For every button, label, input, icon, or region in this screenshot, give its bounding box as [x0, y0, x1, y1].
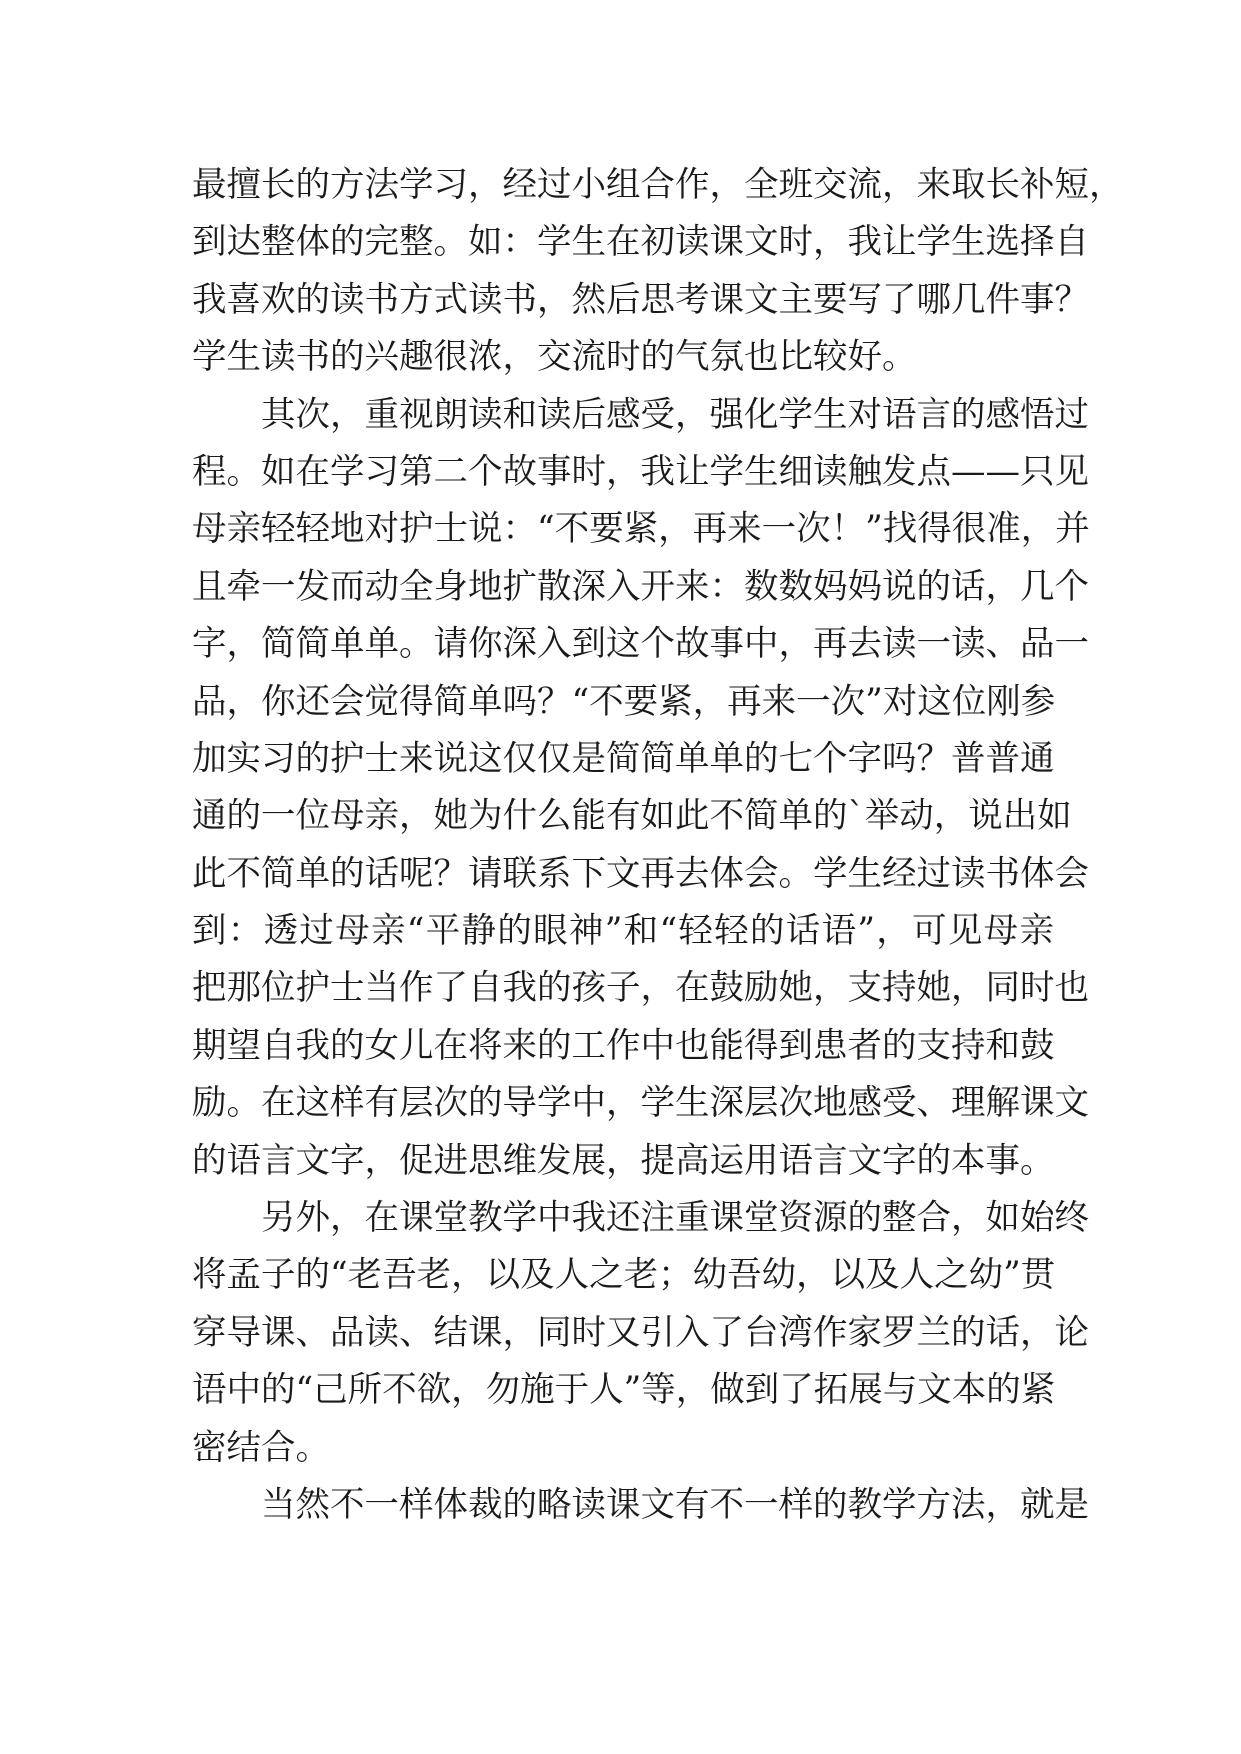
text-line: 密结合。 [192, 1427, 330, 1468]
text-line: 我喜欢的读书方式读书，然后思考课文主要写了哪几件事？ [192, 279, 1089, 320]
text-line: 把那位护士当作了自我的孩子，在鼓励她，支持她，同时也 [192, 968, 1089, 1009]
text-line: 加实习的护士来说这仅仅是简简单单的七个字吗？普普通 [192, 738, 1055, 779]
text-line: 将孟子的“老吾老，以及人之老；幼吾幼，以及人之幼”贯 [192, 1255, 1056, 1296]
text-line: 的语言文字，促进思维发展，提高运用语言文字的本事。 [192, 1140, 1055, 1181]
text-line: 励。在这样有层次的导学中，学生深层次地感受、理解课文 [192, 1083, 1089, 1124]
text-line: 母亲轻轻地对护士说：“不要紧，再来一次！”找得很准，并 [192, 509, 1090, 550]
text-line: 通的一位母亲，她为什么能有如此不简单的`举动，说出如 [192, 796, 1072, 837]
text-line: 当然不一样体裁的略读课文有不一样的教学方法，就是 [261, 1484, 1089, 1525]
text-line: 另外，在课堂教学中我还注重课堂资源的整合，如始终 [261, 1198, 1089, 1239]
text-line: 语中的“己所不欲，勿施于人”等，做到了拓展与文本的紧 [192, 1370, 1056, 1411]
text-line: 此不简单的话呢？请联系下文再去体会。学生经过读书体会 [192, 853, 1089, 894]
text-line: 程。如在学习第二个故事时，我让学生细读触发点——只见 [192, 451, 1089, 492]
text-line: 且牵一发而动全身地扩散深入开来：数数妈妈说的话，几个 [192, 566, 1089, 607]
text-line: 到达整体的完整。如：学生在初读课文时，我让学生选择自 [192, 222, 1089, 263]
text-line: 品，你还会觉得简单吗？“不要紧，再来一次”对这位刚参 [192, 681, 1056, 722]
text-line: 字，简简单单。请你深入到这个故事中，再去读一读、品一 [192, 624, 1089, 665]
text-line: 期望自我的女儿在将来的工作中也能得到患者的支持和鼓 [192, 1025, 1055, 1066]
text-line: 穿导课、品读、结课，同时又引入了台湾作家罗兰的话，论 [192, 1312, 1089, 1353]
body-text [192, 157, 1124, 1534]
text-line: 其次，重视朗读和读后感受，强化学生对语言的感悟过 [261, 394, 1089, 435]
text-line: 学生读书的兴趣很浓，交流时的气氛也比较好。 [192, 337, 917, 378]
text-line: 到：透过母亲“平静的眼神”和“轻轻的话语”，可见母亲 [192, 911, 1054, 952]
text-line: 最擅长的方法学习，经过小组合作，全班交流，来取长补短， [192, 165, 1124, 205]
